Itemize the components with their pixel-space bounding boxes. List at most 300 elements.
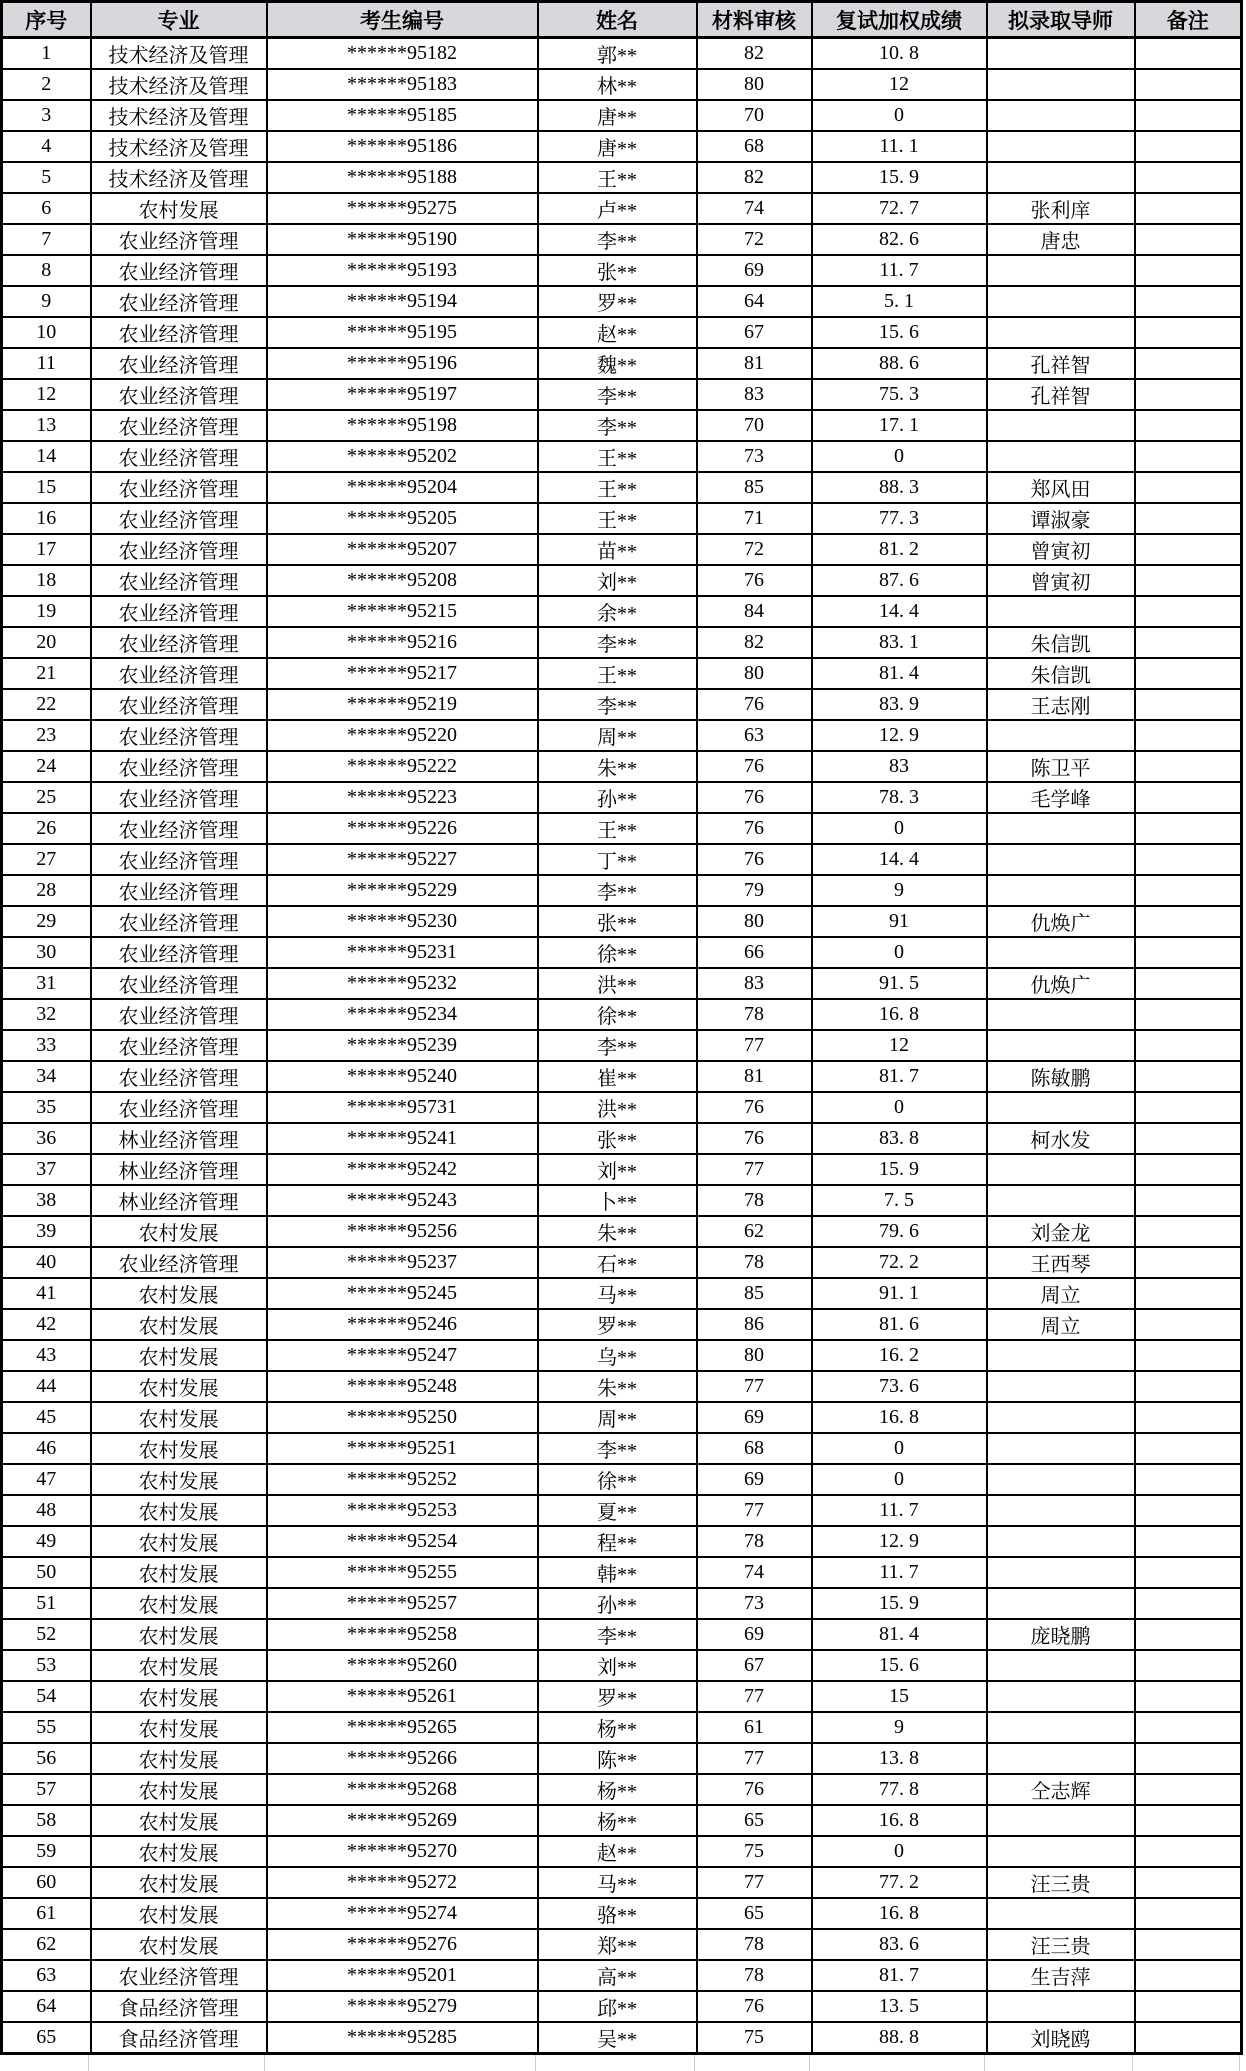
cell-advisor: 周立 — [987, 1309, 1135, 1340]
cell-cand_no: ******95265 — [267, 1712, 538, 1743]
gridline-col — [810, 2055, 985, 2071]
cell-name: 丁** — [538, 844, 697, 875]
cell-major: 农业经济管理 — [91, 1960, 267, 1991]
cell-score: 0 — [812, 441, 987, 472]
cell-score: 88. 8 — [812, 2022, 987, 2054]
cell-advisor — [987, 1402, 1135, 1433]
table-row — [2, 410, 1242, 441]
table-row — [2, 1836, 1242, 1867]
cell-score: 75. 3 — [812, 379, 987, 410]
cell-seq: 38 — [2, 1185, 91, 1216]
cell-advisor: 唐忠 — [987, 224, 1135, 255]
cell-review: 76 — [697, 1991, 812, 2022]
cell-review: 80 — [697, 906, 812, 937]
cell-review: 67 — [697, 1650, 812, 1681]
cell-seq: 28 — [2, 875, 91, 906]
cell-cand_no: ******95205 — [267, 503, 538, 534]
cell-major: 农业经济管理 — [91, 224, 267, 255]
cell-remark — [1135, 410, 1242, 441]
cell-major: 农业经济管理 — [91, 441, 267, 472]
cell-seq: 32 — [2, 999, 91, 1030]
cell-major: 农业经济管理 — [91, 658, 267, 689]
cell-name: 刘** — [538, 1154, 697, 1185]
cell-cand_no: ******95217 — [267, 658, 538, 689]
cell-review: 77 — [697, 1867, 812, 1898]
cell-major: 农村发展 — [91, 1836, 267, 1867]
cell-advisor — [987, 1557, 1135, 1588]
cell-score: 15. 6 — [812, 317, 987, 348]
table-row — [2, 596, 1242, 627]
cell-remark — [1135, 317, 1242, 348]
cell-remark — [1135, 844, 1242, 875]
cell-name: 骆** — [538, 1898, 697, 1929]
cell-cand_no: ******95275 — [267, 193, 538, 224]
cell-name: 李** — [538, 875, 697, 906]
gridline-col — [0, 2055, 89, 2071]
cell-cand_no: ******95252 — [267, 1464, 538, 1495]
cell-advisor: 王西琴 — [987, 1247, 1135, 1278]
cell-score: 0 — [812, 100, 987, 131]
cell-major: 农业经济管理 — [91, 689, 267, 720]
cell-major: 农业经济管理 — [91, 937, 267, 968]
table-row — [2, 689, 1242, 720]
cell-review: 84 — [697, 596, 812, 627]
cell-cand_no: ******95248 — [267, 1371, 538, 1402]
cell-review: 75 — [697, 2022, 812, 2054]
cell-score: 11. 7 — [812, 1557, 987, 1588]
table-row — [2, 534, 1242, 565]
cell-major: 农村发展 — [91, 1278, 267, 1309]
table-row — [2, 968, 1242, 999]
cell-cand_no: ******95266 — [267, 1743, 538, 1774]
cell-remark — [1135, 1402, 1242, 1433]
cell-seq: 54 — [2, 1681, 91, 1712]
cell-cand_no: ******95204 — [267, 472, 538, 503]
cell-name: 李** — [538, 1433, 697, 1464]
cell-cand_no: ******95250 — [267, 1402, 538, 1433]
cell-cand_no: ******95261 — [267, 1681, 538, 1712]
cell-seq: 11 — [2, 348, 91, 379]
table-row — [2, 162, 1242, 193]
cell-seq: 56 — [2, 1743, 91, 1774]
cell-advisor — [987, 1464, 1135, 1495]
cell-major: 技术经济及管理 — [91, 131, 267, 162]
cell-remark — [1135, 1991, 1242, 2022]
cell-name: 徐** — [538, 999, 697, 1030]
table-row — [2, 1650, 1242, 1681]
cell-name: 孙** — [538, 782, 697, 813]
cell-major: 技术经济及管理 — [91, 69, 267, 100]
cell-seq: 17 — [2, 534, 91, 565]
cell-remark — [1135, 286, 1242, 317]
cell-seq: 3 — [2, 100, 91, 131]
cell-name: 韩** — [538, 1557, 697, 1588]
cell-remark — [1135, 379, 1242, 410]
cell-major: 农业经济管理 — [91, 1061, 267, 1092]
cell-name: 刘** — [538, 565, 697, 596]
cell-major: 技术经济及管理 — [91, 100, 267, 131]
cell-cand_no: ******95268 — [267, 1774, 538, 1805]
cell-seq: 16 — [2, 503, 91, 534]
cell-advisor: 刘晓鸥 — [987, 2022, 1135, 2054]
cell-name: 李** — [538, 224, 697, 255]
cell-advisor: 周立 — [987, 1278, 1135, 1309]
cell-major: 农业经济管理 — [91, 906, 267, 937]
cell-name: 乌** — [538, 1340, 697, 1371]
cell-cand_no: ******95251 — [267, 1433, 538, 1464]
cell-score: 15. 9 — [812, 1588, 987, 1619]
cell-remark — [1135, 1464, 1242, 1495]
table-row — [2, 2022, 1242, 2054]
cell-seq: 25 — [2, 782, 91, 813]
cell-major: 农业经济管理 — [91, 410, 267, 441]
cell-advisor: 毛学峰 — [987, 782, 1135, 813]
cell-remark — [1135, 38, 1242, 70]
gridline-col — [1133, 2055, 1240, 2071]
table-row — [2, 1247, 1242, 1278]
cell-cand_no: ******95229 — [267, 875, 538, 906]
cell-remark — [1135, 441, 1242, 472]
cell-cand_no: ******95182 — [267, 38, 538, 70]
table-row — [2, 1557, 1242, 1588]
cell-cand_no: ******95207 — [267, 534, 538, 565]
cell-review: 67 — [697, 317, 812, 348]
cell-seq: 62 — [2, 1929, 91, 1960]
cell-name: 赵** — [538, 1836, 697, 1867]
table-row — [2, 937, 1242, 968]
table-row — [2, 1433, 1242, 1464]
cell-major: 农村发展 — [91, 1526, 267, 1557]
cell-name: 洪** — [538, 1092, 697, 1123]
cell-seq: 43 — [2, 1340, 91, 1371]
cell-cand_no: ******95223 — [267, 782, 538, 813]
cell-major: 食品经济管理 — [91, 1991, 267, 2022]
cell-review: 81 — [697, 1061, 812, 1092]
cell-major: 农村发展 — [91, 1309, 267, 1340]
cell-remark — [1135, 1340, 1242, 1371]
cell-review: 82 — [697, 38, 812, 70]
cell-cand_no: ******95279 — [267, 1991, 538, 2022]
cell-advisor — [987, 999, 1135, 1030]
table-row — [2, 1898, 1242, 1929]
cell-remark — [1135, 1433, 1242, 1464]
cell-name: 唐** — [538, 100, 697, 131]
cell-seq: 8 — [2, 255, 91, 286]
cell-seq: 26 — [2, 813, 91, 844]
cell-name: 林** — [538, 69, 697, 100]
cell-review: 68 — [697, 1433, 812, 1464]
table-row — [2, 565, 1242, 596]
table-row — [2, 69, 1242, 100]
cell-score: 83. 8 — [812, 1123, 987, 1154]
table-row — [2, 193, 1242, 224]
cell-review: 85 — [697, 472, 812, 503]
cell-score: 72. 2 — [812, 1247, 987, 1278]
table-row — [2, 472, 1242, 503]
cell-name: 罗** — [538, 1681, 697, 1712]
table-row — [2, 906, 1242, 937]
cell-advisor — [987, 38, 1135, 70]
cell-score: 16. 2 — [812, 1340, 987, 1371]
cell-remark — [1135, 131, 1242, 162]
cell-name: 罗** — [538, 1309, 697, 1340]
cell-remark — [1135, 503, 1242, 534]
cell-score: 12 — [812, 69, 987, 100]
table-row — [2, 1402, 1242, 1433]
cell-review: 69 — [697, 1402, 812, 1433]
cell-major: 农业经济管理 — [91, 596, 267, 627]
cell-score: 78. 3 — [812, 782, 987, 813]
cell-name: 张** — [538, 1123, 697, 1154]
cell-major: 农业经济管理 — [91, 875, 267, 906]
cell-seq: 34 — [2, 1061, 91, 1092]
cell-remark — [1135, 968, 1242, 999]
cell-major: 农业经济管理 — [91, 255, 267, 286]
cell-remark — [1135, 720, 1242, 751]
cell-remark — [1135, 875, 1242, 906]
table-row — [2, 751, 1242, 782]
cell-seq: 45 — [2, 1402, 91, 1433]
cell-review: 78 — [697, 1960, 812, 1991]
cell-cand_no: ******95226 — [267, 813, 538, 844]
cell-score: 9 — [812, 875, 987, 906]
cell-cand_no: ******95215 — [267, 596, 538, 627]
cell-major: 农业经济管理 — [91, 844, 267, 875]
cell-remark — [1135, 1743, 1242, 1774]
table-row — [2, 379, 1242, 410]
table-row — [2, 100, 1242, 131]
table-row — [2, 1805, 1242, 1836]
cell-major: 技术经济及管理 — [91, 38, 267, 70]
cell-seq: 41 — [2, 1278, 91, 1309]
cell-major: 农村发展 — [91, 1402, 267, 1433]
cell-major: 农村发展 — [91, 1774, 267, 1805]
cell-major: 农业经济管理 — [91, 286, 267, 317]
cell-seq: 30 — [2, 937, 91, 968]
cell-seq: 12 — [2, 379, 91, 410]
cell-score: 16. 8 — [812, 1898, 987, 1929]
cell-review: 80 — [697, 658, 812, 689]
cell-seq: 9 — [2, 286, 91, 317]
cell-name: 王** — [538, 472, 697, 503]
cell-major: 农业经济管理 — [91, 720, 267, 751]
cell-seq: 36 — [2, 1123, 91, 1154]
cell-review: 69 — [697, 1619, 812, 1650]
cell-cand_no: ******95216 — [267, 627, 538, 658]
cell-advisor — [987, 441, 1135, 472]
cell-score: 88. 3 — [812, 472, 987, 503]
table-row — [2, 1588, 1242, 1619]
cell-advisor — [987, 1433, 1135, 1464]
cell-name: 郭** — [538, 38, 697, 70]
cell-remark — [1135, 1278, 1242, 1309]
cell-name: 李** — [538, 410, 697, 441]
cell-major: 农业经济管理 — [91, 627, 267, 658]
cell-advisor — [987, 1898, 1135, 1929]
cell-seq: 21 — [2, 658, 91, 689]
cell-advisor — [987, 1712, 1135, 1743]
cell-seq: 15 — [2, 472, 91, 503]
gridline-col — [985, 2055, 1133, 2071]
cell-remark — [1135, 1061, 1242, 1092]
cell-remark — [1135, 782, 1242, 813]
cell-remark — [1135, 1712, 1242, 1743]
cell-seq: 52 — [2, 1619, 91, 1650]
cell-score: 16. 8 — [812, 1402, 987, 1433]
cell-score: 0 — [812, 1433, 987, 1464]
cell-review: 76 — [697, 1774, 812, 1805]
cell-major: 农村发展 — [91, 1557, 267, 1588]
cell-advisor: 汪三贵 — [987, 1867, 1135, 1898]
cell-major: 农业经济管理 — [91, 782, 267, 813]
cell-major: 农村发展 — [91, 1805, 267, 1836]
cell-remark — [1135, 534, 1242, 565]
cell-advisor: 仇焕广 — [987, 968, 1135, 999]
cell-advisor — [987, 131, 1135, 162]
cell-seq: 7 — [2, 224, 91, 255]
cell-cand_no: ******95208 — [267, 565, 538, 596]
cell-cand_no: ******95232 — [267, 968, 538, 999]
cell-review: 61 — [697, 1712, 812, 1743]
cell-name: 魏** — [538, 348, 697, 379]
cell-major: 技术经济及管理 — [91, 162, 267, 193]
cell-name: 王** — [538, 441, 697, 472]
cell-review: 64 — [697, 286, 812, 317]
cell-review: 73 — [697, 441, 812, 472]
cell-major: 农村发展 — [91, 1433, 267, 1464]
table-row — [2, 1991, 1242, 2022]
cell-remark — [1135, 1371, 1242, 1402]
cell-major: 农业经济管理 — [91, 1030, 267, 1061]
cell-review: 72 — [697, 534, 812, 565]
cell-score: 15. 6 — [812, 1650, 987, 1681]
cell-advisor — [987, 1185, 1135, 1216]
cell-cand_no: ******95220 — [267, 720, 538, 751]
cell-remark — [1135, 1185, 1242, 1216]
column-header-major: 专业 — [91, 2, 267, 38]
cell-name: 吴** — [538, 2022, 697, 2054]
cell-advisor: 仇焕广 — [987, 906, 1135, 937]
cell-remark — [1135, 658, 1242, 689]
cell-cand_no: ******95193 — [267, 255, 538, 286]
cell-cand_no: ******95285 — [267, 2022, 538, 2054]
table-row — [2, 1526, 1242, 1557]
cell-name: 杨** — [538, 1774, 697, 1805]
table-row — [2, 1185, 1242, 1216]
cell-name: 崔** — [538, 1061, 697, 1092]
cell-cand_no: ******95243 — [267, 1185, 538, 1216]
cell-cand_no: ******95227 — [267, 844, 538, 875]
cell-review: 78 — [697, 1185, 812, 1216]
gridline-col — [695, 2055, 810, 2071]
cell-major: 农村发展 — [91, 1216, 267, 1247]
table-row — [2, 1619, 1242, 1650]
cell-remark — [1135, 1495, 1242, 1526]
cell-name: 杨** — [538, 1712, 697, 1743]
cell-score: 17. 1 — [812, 410, 987, 441]
cell-review: 70 — [697, 410, 812, 441]
table-row — [2, 348, 1242, 379]
cell-score: 72. 7 — [812, 193, 987, 224]
cell-review: 71 — [697, 503, 812, 534]
gridline-col — [536, 2055, 695, 2071]
cell-remark — [1135, 1557, 1242, 1588]
cell-remark — [1135, 1588, 1242, 1619]
cell-cand_no: ******95255 — [267, 1557, 538, 1588]
cell-review: 74 — [697, 1557, 812, 1588]
table-row — [2, 720, 1242, 751]
cell-score: 91 — [812, 906, 987, 937]
cell-advisor — [987, 596, 1135, 627]
cell-name: 徐** — [538, 937, 697, 968]
cell-remark — [1135, 1867, 1242, 1898]
cell-advisor — [987, 1495, 1135, 1526]
cell-seq: 10 — [2, 317, 91, 348]
cell-review: 74 — [697, 193, 812, 224]
cell-score: 0 — [812, 1092, 987, 1123]
cell-cand_no: ******95186 — [267, 131, 538, 162]
cell-cand_no: ******95269 — [267, 1805, 538, 1836]
cell-review: 78 — [697, 1929, 812, 1960]
cell-review: 72 — [697, 224, 812, 255]
cell-name: 罗** — [538, 286, 697, 317]
table-row — [2, 38, 1242, 70]
cell-review: 82 — [697, 162, 812, 193]
cell-cand_no: ******95254 — [267, 1526, 538, 1557]
cell-score: 11. 7 — [812, 1495, 987, 1526]
cell-score: 16. 8 — [812, 1805, 987, 1836]
cell-major: 农村发展 — [91, 1898, 267, 1929]
cell-remark — [1135, 255, 1242, 286]
cell-cand_no: ******95241 — [267, 1123, 538, 1154]
cell-score: 81. 4 — [812, 658, 987, 689]
cell-major: 农村发展 — [91, 1743, 267, 1774]
cell-score: 81. 6 — [812, 1309, 987, 1340]
cell-review: 85 — [697, 1278, 812, 1309]
column-header-seq: 序号 — [2, 2, 91, 38]
cell-seq: 13 — [2, 410, 91, 441]
cell-remark — [1135, 224, 1242, 255]
cell-review: 68 — [697, 131, 812, 162]
column-header-score: 复试加权成绩 — [812, 2, 987, 38]
table-row — [2, 1154, 1242, 1185]
cell-review: 80 — [697, 1340, 812, 1371]
cell-major: 农业经济管理 — [91, 813, 267, 844]
cell-seq: 51 — [2, 1588, 91, 1619]
cell-review: 77 — [697, 1743, 812, 1774]
cell-remark — [1135, 1619, 1242, 1650]
table-row — [2, 286, 1242, 317]
cell-review: 76 — [697, 813, 812, 844]
cell-score: 12. 9 — [812, 1526, 987, 1557]
cell-remark — [1135, 1898, 1242, 1929]
table-row — [2, 1495, 1242, 1526]
cell-advisor — [987, 844, 1135, 875]
cell-name: 高** — [538, 1960, 697, 1991]
cell-name: 李** — [538, 379, 697, 410]
cell-review: 76 — [697, 844, 812, 875]
cell-review: 65 — [697, 1898, 812, 1929]
cell-score: 15. 9 — [812, 162, 987, 193]
cell-major: 农村发展 — [91, 1340, 267, 1371]
column-header-name: 姓名 — [538, 2, 697, 38]
cell-cand_no: ******95242 — [267, 1154, 538, 1185]
cell-score: 11. 7 — [812, 255, 987, 286]
table-row — [2, 999, 1242, 1030]
cell-remark — [1135, 1805, 1242, 1836]
cell-advisor — [987, 1836, 1135, 1867]
cell-score: 91. 1 — [812, 1278, 987, 1309]
